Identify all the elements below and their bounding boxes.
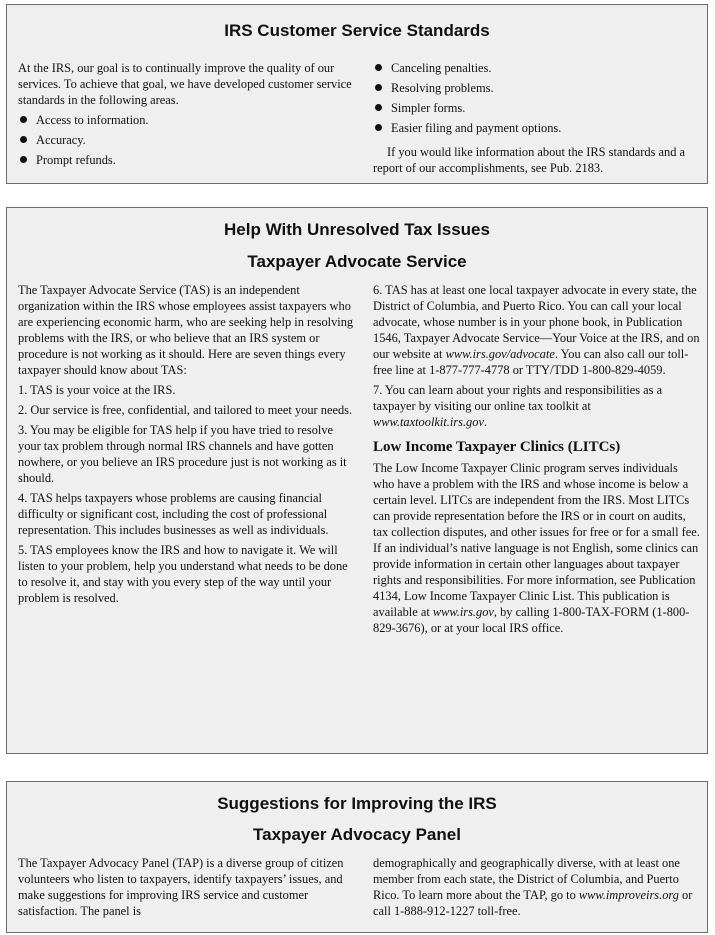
- standards-left-column: [18, 60, 358, 172]
- standards-right-column: [373, 60, 699, 180]
- tas-advocate-link[interactable]: www.irs.gov/advocate: [445, 347, 555, 361]
- list-item: Prompt refunds.: [18, 152, 358, 168]
- tap-section-title: Suggestions for Improving the IRS: [217, 794, 497, 813]
- taxpayer-advocacy-panel-box: [6, 781, 708, 933]
- tas-intro: The Taxpayer Advocate Service (TAS) is an independent organization within the IRS whose employees assist taxpayers who are experiencing economic harm, who are seeking help in resolving problems with the IRS, or who believe that an IRS system or procedure is not working as it should. Here are seven things every taxpayer should know about TAS:: [18, 283, 354, 377]
- tas-item-4: 4. TAS helps taxpayers whose problems are causing financial difficulty or significant cost, including the cost of professional representation. This includes businesses as well as individuals.: [18, 491, 329, 537]
- tap-left-column: [18, 855, 358, 923]
- standards-title: IRS Customer Service Standards: [224, 21, 490, 40]
- list-item: Resolving problems.: [373, 80, 699, 96]
- list-item: Easier filing and payment options.: [373, 120, 699, 136]
- tap-right-column: [373, 855, 701, 923]
- standards-intro: At the IRS, our goal is to continually improve the quality of our services. To achieve that goal, we have developed customer service standards in the following areas.: [18, 61, 352, 107]
- tas-section-subtitle: Taxpayer Advocate Service: [247, 252, 467, 271]
- improveirs-link[interactable]: www.improveirs.org: [578, 888, 679, 902]
- standards-closing: If you would like information about the IRS standards and a report of our accomplishments, see Pub. 2183.: [373, 145, 686, 175]
- litc-heading: Low Income Taxpayer Clinics (LITCs): [373, 439, 621, 455]
- tas-item-6: [373, 282, 701, 378]
- tas-right-column: [373, 282, 701, 640]
- list-item: Accuracy.: [18, 132, 358, 148]
- tas-section-title: Help With Unresolved Tax Issues: [224, 220, 490, 239]
- tas-item-5: 5. TAS employees know the IRS and how to navigate it. We will listen to your problem, help you understand what needs to be done to resolve it, and stay with you every step of the way until your problem is resolved.: [18, 543, 348, 605]
- tas-left-column: [18, 282, 358, 610]
- tas-item-7: [373, 382, 701, 430]
- tas-item-6-text-end: . You can also call our toll-free line at 1-877-777-4778 or TTY/TDD 1-800-829-4059.: [373, 347, 689, 377]
- tap-right-paragraph: [373, 855, 701, 919]
- tas-item-3: 3. You may be eligible for TAS help if you have tried to resolve your tax problem through normal IRS channels and have gotten nowhere, or you believe an IRS procedure just is not working as it should.: [18, 423, 347, 485]
- litc-text-end: , by calling 1-800-TAX-FORM (1-800-829-3676), or at your local IRS office.: [373, 605, 690, 635]
- list-item: Canceling penalties.: [373, 60, 699, 76]
- tas-toolkit-link[interactable]: www.taxtoolkit.irs.gov: [373, 415, 484, 429]
- list-item: Access to information.: [18, 112, 358, 128]
- tap-section-subtitle: Taxpayer Advocacy Panel: [253, 825, 461, 844]
- litc-text: The Low Income Taxpayer Clinic program serves individuals who have a problem with the IRS and whose income is below a certain level. LITCs are independent from the IRS. Most LITCs can provide representation before the IRS or in court on audits, tax collection disputes, and other issues for free or for a small fee. If an individual’s native language is not English, some clinics can provide information in certain other languages about taxpayer rights and responsibilities. For more information, see Publication 4134, Low Income Taxpayer Clinic List. This publication is available at: [373, 461, 700, 619]
- taxpayer-advocate-service-box: [6, 207, 708, 754]
- standards-left-list: [18, 112, 358, 168]
- standards-right-list: [373, 60, 699, 136]
- list-item: Simpler forms.: [373, 100, 699, 116]
- litc-paragraph: [373, 460, 701, 636]
- customer-service-standards-box: [6, 4, 708, 184]
- tas-item-7-text: 7. You can learn about your rights and responsibilities as a taxpayer by visiting our online tax toolkit at: [373, 383, 663, 413]
- tap-right-text-end: or call 1-888-912-1227 toll-free.: [373, 888, 693, 918]
- tas-item-6-text: 6. TAS has at least one local taxpayer advocate in every state, the District of Columbia, and Puerto Rico. You can call your local advocate, whose number is in your phone book, in Publication 1546, Taxpayer Advocate Service—Your Voice at the IRS, and on our website at: [373, 283, 700, 361]
- tas-item-7-text-end: .: [483, 415, 488, 429]
- irs-website-link[interactable]: www.irs.gov: [432, 605, 494, 619]
- tap-right-text: demographically and geographically diverse, with at least one member from each state, the District of Columbia, and Puerto Rico. To learn more about the TAP, go to: [373, 856, 680, 902]
- tas-item-2: 2. Our service is free, confidential, and tailored to meet your needs.: [18, 403, 353, 417]
- tas-item-1: 1. TAS is your voice at the IRS.: [18, 383, 176, 397]
- tap-left-paragraph: The Taxpayer Advocacy Panel (TAP) is a diverse group of citizen volunteers who listen to taxpayers, identify taxpayers’ issues, and make suggestions for improving IRS service and customer satisfaction. The panel is: [18, 856, 344, 918]
